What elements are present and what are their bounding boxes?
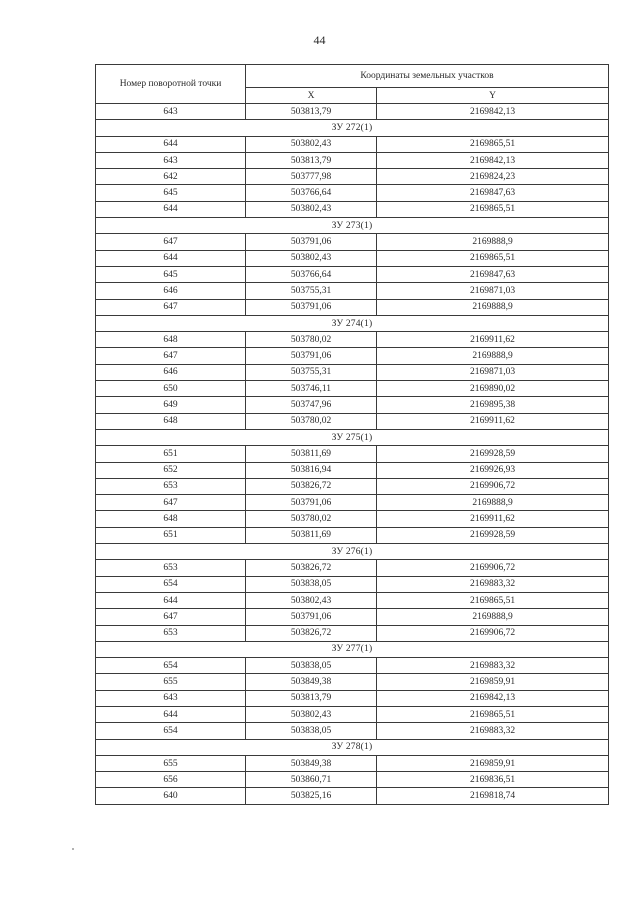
table-row	[96, 788, 609, 804]
x-coordinate-cell: 503849,38	[246, 755, 377, 771]
point-number-cell: 654	[96, 658, 246, 674]
table-row	[96, 169, 609, 185]
point-number-cell: 640	[96, 788, 246, 804]
point-number-cell: 643	[96, 152, 246, 168]
point-number-cell: 642	[96, 169, 246, 185]
y-coordinate-cell: 2169842,13	[377, 104, 609, 120]
point-number-cell: 643	[96, 690, 246, 706]
y-coordinate-cell: 2169842,13	[377, 152, 609, 168]
group-header-row	[96, 429, 609, 445]
land-plot-label: ЗУ 277(1)	[96, 641, 609, 657]
land-plot-label: ЗУ 275(1)	[96, 429, 609, 445]
y-coordinate-cell: 2169883,32	[377, 658, 609, 674]
point-number-cell: 648	[96, 413, 246, 429]
point-number-cell: 655	[96, 755, 246, 771]
land-plot-label: ЗУ 272(1)	[96, 120, 609, 136]
point-number-cell: 650	[96, 381, 246, 397]
x-coordinate-cell: 503791,06	[246, 299, 377, 315]
point-number-cell: 655	[96, 674, 246, 690]
table-row	[96, 104, 609, 120]
point-number-cell: 647	[96, 234, 246, 250]
point-number-cell: 644	[96, 250, 246, 266]
x-coordinate-cell: 503802,43	[246, 250, 377, 266]
table-row	[96, 381, 609, 397]
land-plot-label: ЗУ 278(1)	[96, 739, 609, 755]
x-coordinate-cell: 503777,98	[246, 169, 377, 185]
table-row	[96, 723, 609, 739]
table-row	[96, 283, 609, 299]
point-number-cell: 656	[96, 772, 246, 788]
y-coordinate-cell: 2169888,9	[377, 234, 609, 250]
y-coordinate-cell: 2169824,23	[377, 169, 609, 185]
y-coordinate-cell: 2169865,51	[377, 706, 609, 722]
y-coordinate-cell: 2169883,32	[377, 576, 609, 592]
y-coordinate-cell: 2169871,03	[377, 364, 609, 380]
y-coordinate-cell: 2169818,74	[377, 788, 609, 804]
x-coordinate-cell: 503816,94	[246, 462, 377, 478]
y-coordinate-cell: 2169859,91	[377, 755, 609, 771]
point-number-cell: 653	[96, 478, 246, 494]
table-row	[96, 332, 609, 348]
point-number-cell: 644	[96, 201, 246, 217]
y-coordinate-cell: 2169888,9	[377, 348, 609, 364]
table-row	[96, 299, 609, 315]
table-row	[96, 234, 609, 250]
point-number-cell: 653	[96, 560, 246, 576]
table-row	[96, 511, 609, 527]
point-number-cell: 644	[96, 136, 246, 152]
y-coordinate-cell: 2169836,51	[377, 772, 609, 788]
x-coordinate-cell: 503802,43	[246, 201, 377, 217]
y-coordinate-cell: 2169888,9	[377, 299, 609, 315]
x-coordinate-cell: 503838,05	[246, 723, 377, 739]
x-coordinate-cell: 503802,43	[246, 592, 377, 608]
x-coordinate-cell: 503811,69	[246, 527, 377, 543]
scan-speck	[72, 848, 74, 850]
group-header-row	[96, 544, 609, 560]
page-number: 44	[313, 33, 326, 47]
y-coordinate-cell: 2169842,13	[377, 690, 609, 706]
x-coordinate-cell: 503826,72	[246, 560, 377, 576]
point-number-cell: 651	[96, 446, 246, 462]
y-coordinate-cell: 2169847,63	[377, 266, 609, 282]
table-row	[96, 266, 609, 282]
x-coordinate-cell: 503826,72	[246, 478, 377, 494]
x-coordinate-cell: 503811,69	[246, 446, 377, 462]
y-coordinate-cell: 2169911,62	[377, 511, 609, 527]
table-row	[96, 658, 609, 674]
point-number-cell: 649	[96, 397, 246, 413]
x-coordinate-cell: 503849,38	[246, 674, 377, 690]
point-number-cell: 647	[96, 609, 246, 625]
table-header	[96, 65, 609, 104]
y-coordinate-cell: 2169888,9	[377, 495, 609, 511]
y-coordinate-cell: 2169865,51	[377, 592, 609, 608]
table-row	[96, 592, 609, 608]
x-coordinate-cell: 503813,79	[246, 104, 377, 120]
y-coordinate-cell: 2169911,62	[377, 413, 609, 429]
header-x: X	[246, 88, 377, 104]
point-number-cell: 645	[96, 185, 246, 201]
table-row	[96, 527, 609, 543]
table-row	[96, 690, 609, 706]
x-coordinate-cell: 503791,06	[246, 348, 377, 364]
y-coordinate-cell: 2169890,02	[377, 381, 609, 397]
point-number-cell: 644	[96, 592, 246, 608]
x-coordinate-cell: 503746,11	[246, 381, 377, 397]
y-coordinate-cell: 2169895,38	[377, 397, 609, 413]
x-coordinate-cell: 503813,79	[246, 690, 377, 706]
group-header-row	[96, 739, 609, 755]
point-number-cell: 653	[96, 625, 246, 641]
point-number-cell: 644	[96, 706, 246, 722]
land-plot-label: ЗУ 276(1)	[96, 544, 609, 560]
x-coordinate-cell: 503802,43	[246, 136, 377, 152]
table-row	[96, 609, 609, 625]
y-coordinate-cell: 2169883,32	[377, 723, 609, 739]
table-row	[96, 495, 609, 511]
table-row	[96, 625, 609, 641]
land-plot-label: ЗУ 273(1)	[96, 218, 609, 234]
x-coordinate-cell: 503755,31	[246, 283, 377, 299]
x-coordinate-cell: 503791,06	[246, 609, 377, 625]
y-coordinate-cell: 2169865,51	[377, 250, 609, 266]
point-number-cell: 654	[96, 723, 246, 739]
table-row	[96, 772, 609, 788]
x-coordinate-cell: 503780,02	[246, 511, 377, 527]
table-row	[96, 185, 609, 201]
point-number-cell: 652	[96, 462, 246, 478]
x-coordinate-cell: 503766,64	[246, 185, 377, 201]
x-coordinate-cell: 503826,72	[246, 625, 377, 641]
x-coordinate-cell: 503825,16	[246, 788, 377, 804]
point-number-cell: 647	[96, 495, 246, 511]
x-coordinate-cell: 503802,43	[246, 706, 377, 722]
y-coordinate-cell: 2169928,59	[377, 446, 609, 462]
x-coordinate-cell: 503780,02	[246, 332, 377, 348]
x-coordinate-cell: 503755,31	[246, 364, 377, 380]
group-header-row	[96, 641, 609, 657]
x-coordinate-cell: 503838,05	[246, 576, 377, 592]
table-row	[96, 446, 609, 462]
y-coordinate-cell: 2169926,93	[377, 462, 609, 478]
table-body	[96, 104, 609, 805]
header-coordinates: Координаты земельных участков	[246, 65, 609, 88]
table-row	[96, 706, 609, 722]
table-row	[96, 755, 609, 771]
table-row	[96, 201, 609, 217]
x-coordinate-cell: 503838,05	[246, 658, 377, 674]
table-row	[96, 413, 609, 429]
x-coordinate-cell: 503860,71	[246, 772, 377, 788]
y-coordinate-cell: 2169906,72	[377, 625, 609, 641]
table-row	[96, 250, 609, 266]
group-header-row	[96, 315, 609, 331]
y-coordinate-cell: 2169865,51	[377, 136, 609, 152]
x-coordinate-cell: 503791,06	[246, 234, 377, 250]
y-coordinate-cell: 2169865,51	[377, 201, 609, 217]
y-coordinate-cell: 2169847,63	[377, 185, 609, 201]
y-coordinate-cell: 2169859,91	[377, 674, 609, 690]
point-number-cell: 645	[96, 266, 246, 282]
table-row	[96, 348, 609, 364]
x-coordinate-cell: 503780,02	[246, 413, 377, 429]
table-row	[96, 478, 609, 494]
point-number-cell: 648	[96, 511, 246, 527]
y-coordinate-cell: 2169928,59	[377, 527, 609, 543]
x-coordinate-cell: 503766,64	[246, 266, 377, 282]
point-number-cell: 646	[96, 283, 246, 299]
y-coordinate-cell: 2169906,72	[377, 478, 609, 494]
table-row	[96, 152, 609, 168]
point-number-cell: 643	[96, 104, 246, 120]
table-row	[96, 364, 609, 380]
point-number-cell: 647	[96, 348, 246, 364]
header-point-number: Номер поворотной точки	[96, 65, 246, 104]
point-number-cell: 651	[96, 527, 246, 543]
land-plot-label: ЗУ 274(1)	[96, 315, 609, 331]
table-row	[96, 462, 609, 478]
table-row	[96, 397, 609, 413]
x-coordinate-cell: 503747,96	[246, 397, 377, 413]
point-number-cell: 646	[96, 364, 246, 380]
group-header-row	[96, 120, 609, 136]
y-coordinate-cell: 2169871,03	[377, 283, 609, 299]
table-row	[96, 560, 609, 576]
y-coordinate-cell: 2169911,62	[377, 332, 609, 348]
coordinates-table	[95, 64, 609, 805]
point-number-cell: 654	[96, 576, 246, 592]
group-header-row	[96, 218, 609, 234]
y-coordinate-cell: 2169888,9	[377, 609, 609, 625]
table-row	[96, 576, 609, 592]
y-coordinate-cell: 2169906,72	[377, 560, 609, 576]
table-row	[96, 674, 609, 690]
point-number-cell: 648	[96, 332, 246, 348]
x-coordinate-cell: 503813,79	[246, 152, 377, 168]
header-y: Y	[377, 88, 609, 104]
table-row	[96, 136, 609, 152]
x-coordinate-cell: 503791,06	[246, 495, 377, 511]
point-number-cell: 647	[96, 299, 246, 315]
